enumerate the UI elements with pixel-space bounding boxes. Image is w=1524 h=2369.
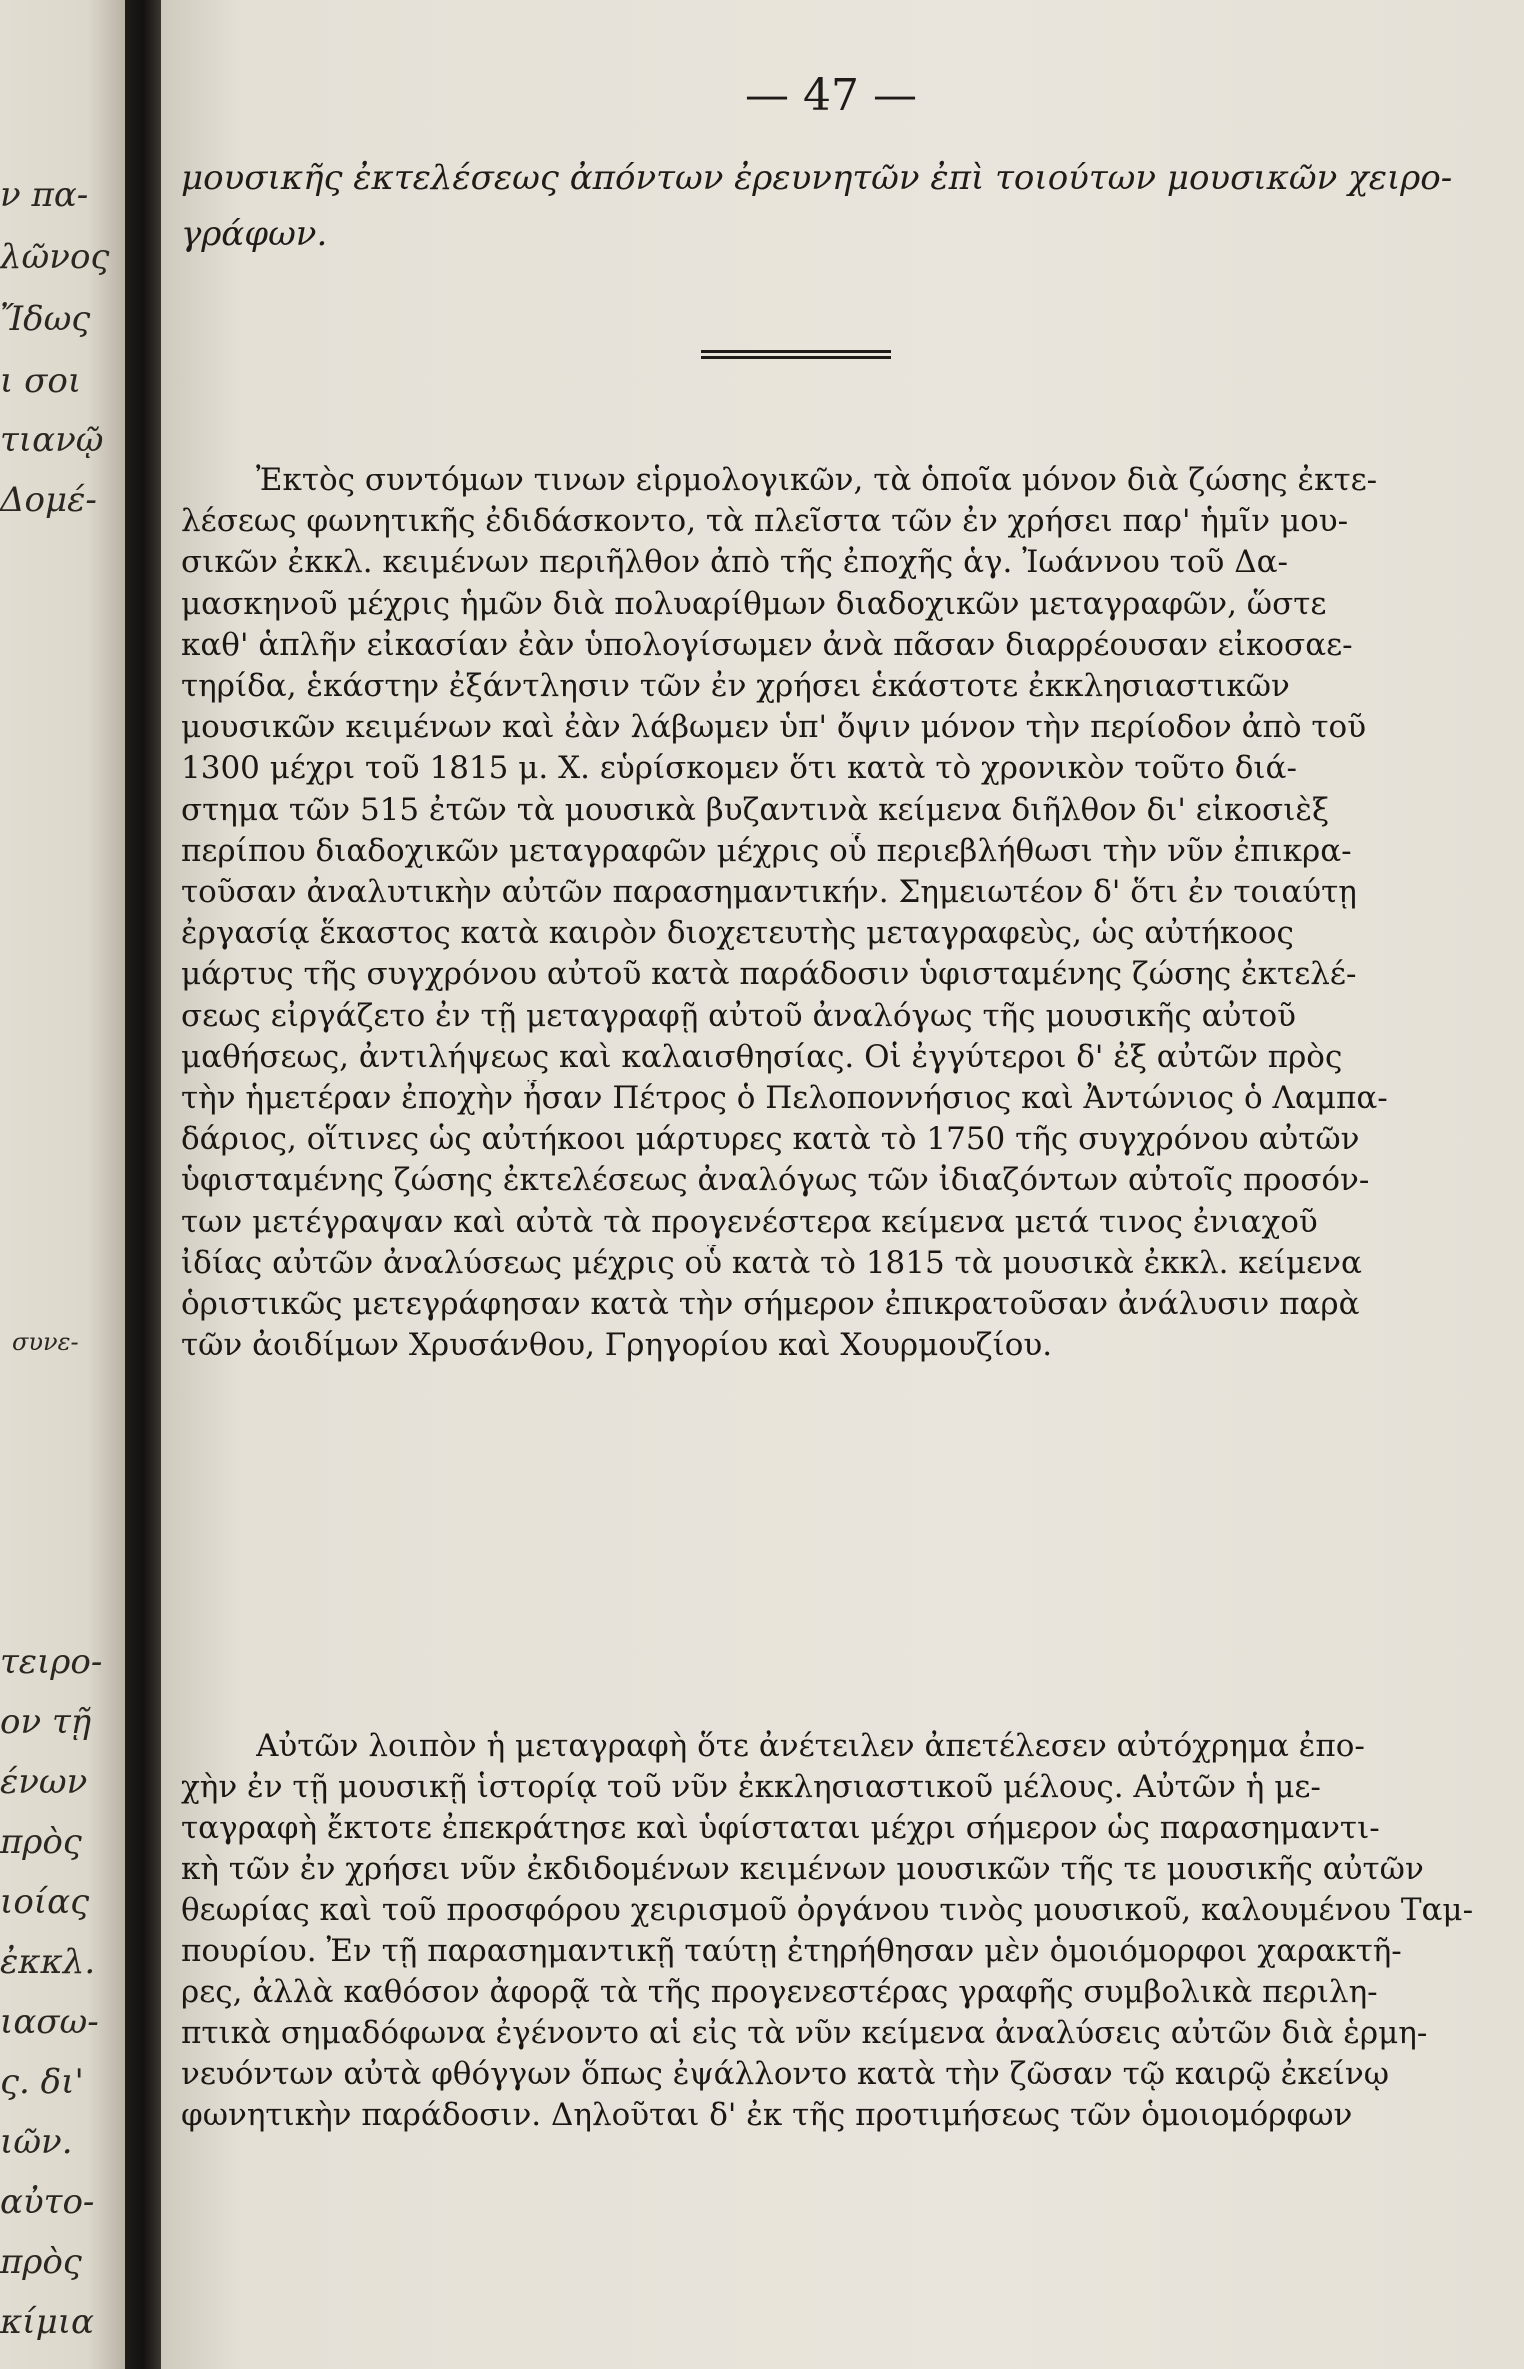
text-line: καθ' ἁπλῆν εἰκασίαν ἐὰν ὑπολογίσωμεν ἀνὰ πᾶσαν διαρρέουσαν εἰκοσαε- xyxy=(181,626,1353,663)
left-page-line-fragment: ιοίας xyxy=(0,1882,90,1922)
left-page-line-fragment: κίμια xyxy=(0,2302,95,2342)
text-line: τῶν ἀοιδίμων Χρυσάνθου, Γρηγορίου καὶ Χουρμουζίου. xyxy=(181,1327,1053,1364)
text-line: χὴν ἐν τῇ μουσικῇ ἱστορίᾳ τοῦ νῦν ἐκκλησιαστικοῦ μέλους. Αὐτῶν ἡ με- xyxy=(181,1769,1321,1805)
text-line: ἐργασίᾳ ἕκαστος κατὰ καιρὸν διοχετευτὴς μεταγραφεὺς, ὡς αὐτήκοος xyxy=(181,915,1294,952)
left-page-line-fragment: ν πα- xyxy=(0,175,89,215)
left-page-line-fragment: πρὸς xyxy=(0,1822,82,1862)
text-line: κὴ τῶν ἐν χρήσει νῦν ἐκδιδομένων κειμένων μουσικῶν τῆς τε μουσικῆς αὐτῶν xyxy=(181,1851,1424,1887)
text-line: μάρτυς τῆς συγχρόνου αὐτοῦ κατὰ παράδοσιν ὑφισταμένης ζώσης ἐκτελέ- xyxy=(181,956,1357,993)
text-line: ἰδίας αὐτῶν ἀναλύσεως μέχρις οὗ κατὰ τὸ 1815 τὰ μουσικὰ ἐκκλ. κείμενα xyxy=(181,1244,1362,1281)
text-line: δάριος, οἵτινες ὡς αὐτήκοοι μάρτυρες κατὰ τὸ 1750 τῆς συγχρόνου αὐτῶν xyxy=(181,1121,1360,1158)
text-line: μασκηνοῦ μέχρις ἡμῶν διὰ πολυαρίθμων διαδοχικῶν μεταγραφῶν, ὥστε xyxy=(181,585,1327,622)
text-line: σικῶν ἐκκλ. κειμένων περιῆλθον ἀπὸ τῆς ἐποχῆς ἁγ. Ἰωάννου τοῦ Δα- xyxy=(181,544,1288,581)
text-line: θεωρίας καὶ τοῦ προσφόρου χειρισμοῦ ὀργάνου τινὸς μουσικοῦ, καλουμένου Ταμ- xyxy=(181,1892,1474,1928)
text-line: 1300 μέχρι τοῦ 1815 μ. Χ. εὑρίσκομεν ὅτι κατὰ τὸ χρονικὸν τοῦτο διά- xyxy=(181,750,1297,787)
left-page-line-fragment: πρὸς xyxy=(0,2242,82,2282)
book-gutter xyxy=(125,0,161,2369)
left-page-line-fragment: Ἴδως xyxy=(0,299,91,339)
text-line: περίπου διαδοχικῶν μεταγραφῶν μέχρις οὗ περιεβλήθωσι τὴν νῦν ἐπικρα- xyxy=(181,832,1352,869)
left-page-line-fragment: τειρο- xyxy=(0,1642,103,1682)
left-page-line-fragment: συνε- xyxy=(12,1328,79,1356)
heading-line: γράφων. xyxy=(181,214,328,254)
left-page-line-fragment: ένων xyxy=(0,1762,88,1802)
text-line: τηρίδα, ἑκάστην ἐξάντλησιν τῶν ἐν χρήσει ἑκάστοτε ἐκκλησιαστικῶν xyxy=(181,668,1290,704)
right-page xyxy=(161,0,1524,2369)
text-line: νευόντων αὐτὰ φθόγγων ὅπως ἐψάλλοντο κατὰ τὴν ζῶσαν τῷ καιρῷ ἐκείνῳ xyxy=(181,2056,1390,2092)
text-line: ὁριστικῶς μετεγράφησαν κατὰ τὴν σήμερον ἐπικρατοῦσαν ἀνάλυσιν παρὰ xyxy=(181,1286,1360,1322)
text-line: σεως εἰργάζετο ἐν τῇ μεταγραφῇ αὐτοῦ ἀναλόγως τῆς μουσικῆς αὐτοῦ xyxy=(181,997,1297,1034)
left-page-line-fragment: ιῶν. xyxy=(0,2122,73,2162)
left-page-line-fragment: ον τῇ xyxy=(0,1702,92,1742)
heading-continuation xyxy=(181,150,1451,262)
page-number: — 47 — xyxy=(745,70,917,121)
text-line: ὑφισταμένης ζώσης ἐκτελέσεως ἀναλόγως τῶν ἰδιαζόντων αὐτοῖς προσόν- xyxy=(181,1162,1370,1199)
left-page-line-fragment: Δομέ- xyxy=(0,480,97,520)
heading-line: μουσικῆς ἐκτελέσεως ἀπόντων ἐρευνητῶν ἐπὶ τοιούτων μουσικῶν χειρο- xyxy=(181,158,1453,198)
left-page-line-fragment: ιασω- xyxy=(0,2002,99,2042)
text-line: των μετέγραψαν καὶ αὐτὰ τὰ προγενέστερα κείμενα μετά τινος ἐνιαχοῦ xyxy=(181,1203,1318,1240)
text-line: μουσικῶν κειμένων καὶ ἐὰν λάβωμεν ὑπ' ὄψιν μόνον τὴν περίοδον ἀπὸ τοῦ xyxy=(181,709,1367,746)
text-line: Ἐκτὸς συντόμων τινων εἱρμολογικῶν, τὰ ὁποῖα μόνον διὰ ζώσης ἐκτε- xyxy=(256,462,1378,498)
left-page-line-fragment: λῶνος xyxy=(0,237,110,277)
text-line: φωνητικὴν παράδοσιν. Δηλοῦται δ' ἐκ τῆς προτιμήσεως τῶν ὁμοιομόρφων xyxy=(181,2097,1353,2133)
text-line: πτικὰ σημαδόφωνα ἐγένοντο αἱ εἰς τὰ νῦν κείμενα ἀναλύσεις αὐτῶν διὰ ἑρμη- xyxy=(181,2015,1428,2051)
left-page-line-fragment: ι σοι xyxy=(0,361,82,401)
text-line: πουρίου. Ἐν τῇ παρασημαντικῇ ταύτῃ ἐτηρήθησαν μὲν ὁμοιόμορφοι χαρακτῆ- xyxy=(181,1933,1402,1969)
left-page-line-fragment: ς. δι' xyxy=(0,2062,84,2102)
left-page-line-fragment: ἐκκλ. xyxy=(0,1942,96,1982)
text-line: τοῦσαν ἀναλυτικὴν αὐτῶν παρασημαντικήν. Σημειωτέον δ' ὅτι ἐν τοιαύτῃ xyxy=(181,874,1357,910)
text-line: μαθήσεως, ἀντιλήψεως καὶ καλαισθησίας. Οἱ ἐγγύτεροι δ' ἐξ αὐτῶν πρὸς xyxy=(181,1038,1343,1075)
left-page-line-fragment: αὐτο- xyxy=(0,2182,95,2222)
text-line: λέσεως φωνητικῆς ἐδιδάσκοντο, τὰ πλεῖστα τῶν ἐν χρήσει παρ' ἡμῖν μου- xyxy=(181,503,1349,540)
left-page-line-fragment: τιανῷ xyxy=(0,420,104,460)
left-facing-page xyxy=(0,0,125,2369)
text-line: Αὐτῶν λοιπὸν ἡ μεταγραφὴ ὅτε ἀνέτειλεν ἀπετέλεσεν αὐτόχρημα ἐπο- xyxy=(256,1728,1365,1764)
text-line: ρες, ἀλλὰ καθόσον ἀφορᾷ τὰ τῆς προγενεστέρας γραφῆς συμβολικὰ περιλη- xyxy=(181,1974,1378,2010)
text-line: ταγραφὴ ἔκτοτε ἐπεκράτησε καὶ ὑφίσταται μέχρι σήμερον ὡς παρασημαντι- xyxy=(181,1810,1380,1846)
section-divider-rule xyxy=(701,350,891,359)
text-line: στημα τῶν 515 ἐτῶν τὰ μουσικὰ βυζαντινὰ κείμενα διῆλθον δι' εἰκοσιὲξ xyxy=(181,791,1330,828)
text-line: τὴν ἡμετέραν ἐποχὴν ἦσαν Πέτρος ὁ Πελοποννήσιος καὶ Ἀντώνιος ὁ Λαμπα- xyxy=(181,1080,1388,1116)
